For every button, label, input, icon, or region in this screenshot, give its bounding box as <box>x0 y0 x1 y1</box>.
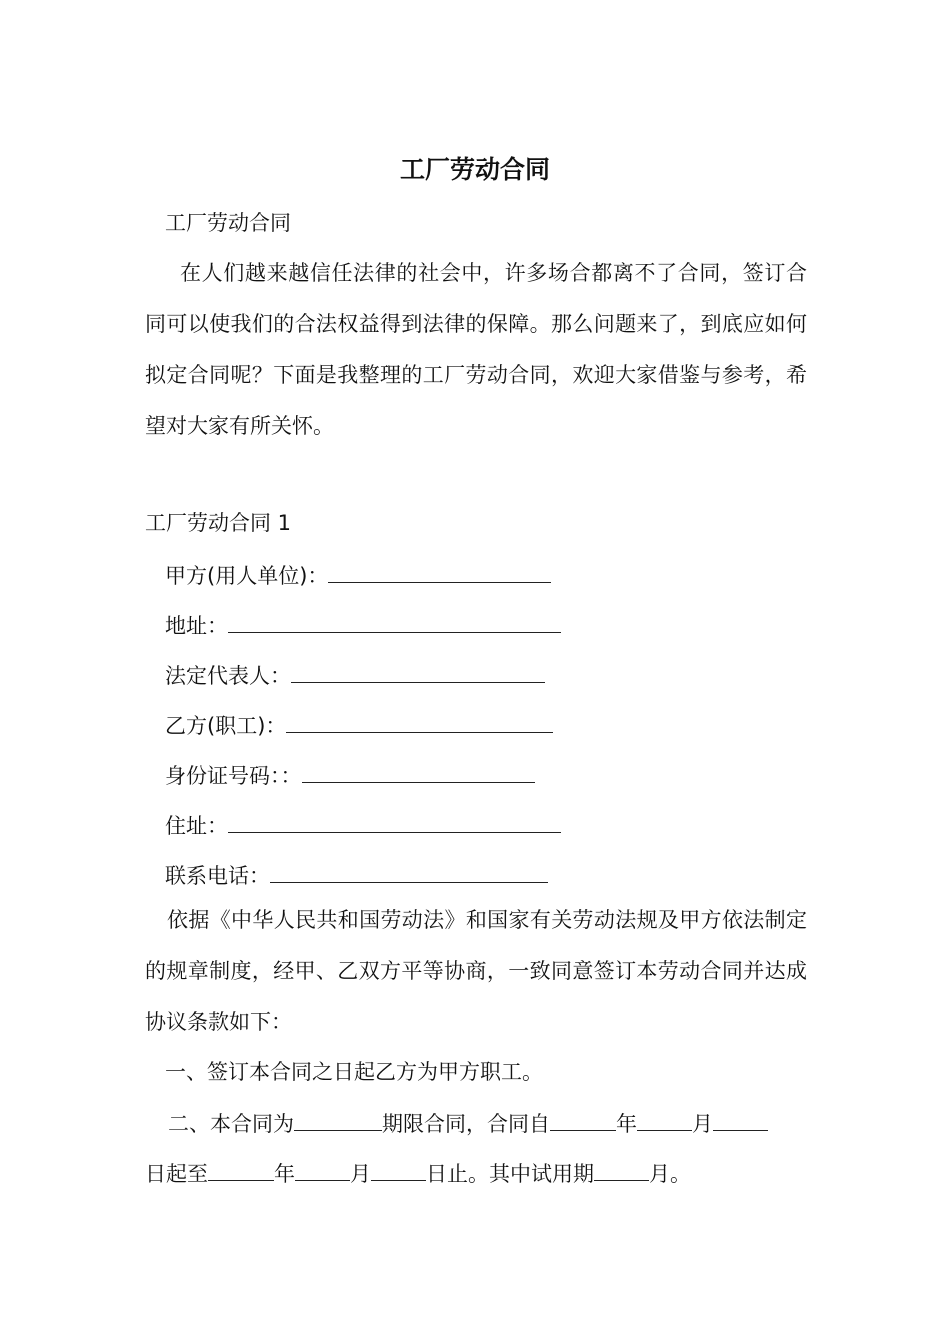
clause-2-line-1 <box>168 1106 768 1139</box>
fill-in-blank[interactable] <box>228 808 561 833</box>
clause-text: 日起至 <box>145 1162 208 1186</box>
fill-in-blank[interactable] <box>328 558 551 583</box>
basis-paragraph: 依据《中华人民共和国劳动法》和国家有关劳动法规及甲方依法制定的规章制度，经甲、乙双方平等协商，一致同意签订本劳动合同并达成协议条款如下： <box>145 908 807 1034</box>
clause-1: 一、签订本合同之日起乙方为甲方职工。 <box>165 1060 543 1084</box>
clause-text: 月 <box>350 1162 371 1186</box>
field-address <box>165 608 561 641</box>
field-label: 乙方(职工)： <box>165 714 287 738</box>
fill-in-blank[interactable] <box>302 758 535 783</box>
clause-text: 日止。其中试用期 <box>426 1162 594 1186</box>
fill-in-blank[interactable] <box>286 708 553 733</box>
document-title: 工厂劳动合同 <box>399 155 550 184</box>
field-legal-representative <box>165 658 545 691</box>
field-label: 身份证号码：： <box>165 764 302 788</box>
clause-text: 年 <box>274 1162 295 1186</box>
start-year-blank[interactable] <box>550 1106 616 1131</box>
field-phone <box>165 858 548 891</box>
end-day-blank[interactable] <box>371 1156 426 1181</box>
section-heading: 工厂劳动合同 1 <box>145 511 292 535</box>
subtitle: 工厂劳动合同 <box>165 211 291 235</box>
probation-blank[interactable] <box>594 1156 649 1181</box>
contract-term-blank[interactable] <box>294 1106 382 1131</box>
fill-in-blank[interactable] <box>228 608 561 633</box>
end-month-blank[interactable] <box>295 1156 350 1181</box>
clause-text: 二、本合同为 <box>168 1112 294 1136</box>
field-label: 住址： <box>165 814 228 838</box>
field-party-b <box>165 708 553 741</box>
fill-in-blank[interactable] <box>291 658 545 683</box>
fill-in-blank[interactable] <box>270 858 548 883</box>
clause-2-line-2 <box>145 1156 691 1189</box>
field-party-a <box>165 558 551 591</box>
clause-text: 月。 <box>649 1162 691 1186</box>
end-year-blank[interactable] <box>208 1156 274 1181</box>
field-label: 地址： <box>165 614 228 638</box>
field-id-number <box>165 758 535 791</box>
start-day-blank[interactable] <box>713 1106 768 1131</box>
field-label: 甲方(用人单位)： <box>165 564 329 588</box>
field-label: 联系电话： <box>165 864 270 888</box>
clause-text: 年 <box>616 1112 637 1136</box>
clause-text: 期限合同，合同自 <box>382 1112 550 1136</box>
start-month-blank[interactable] <box>637 1106 692 1131</box>
clause-text: 月 <box>692 1112 713 1136</box>
field-label: 法定代表人： <box>165 664 291 688</box>
intro-paragraph: 在人们越来越信任法律的社会中，许多场合都离不了合同，签订合同可以使我们的合法权益得到法律的保障。那么问题来了，到底应如何拟定合同呢？下面是我整理的工厂劳动合同，欢迎大家借鉴与参考，希望对大家有所关怀。 <box>145 261 807 438</box>
field-residence <box>165 808 561 841</box>
